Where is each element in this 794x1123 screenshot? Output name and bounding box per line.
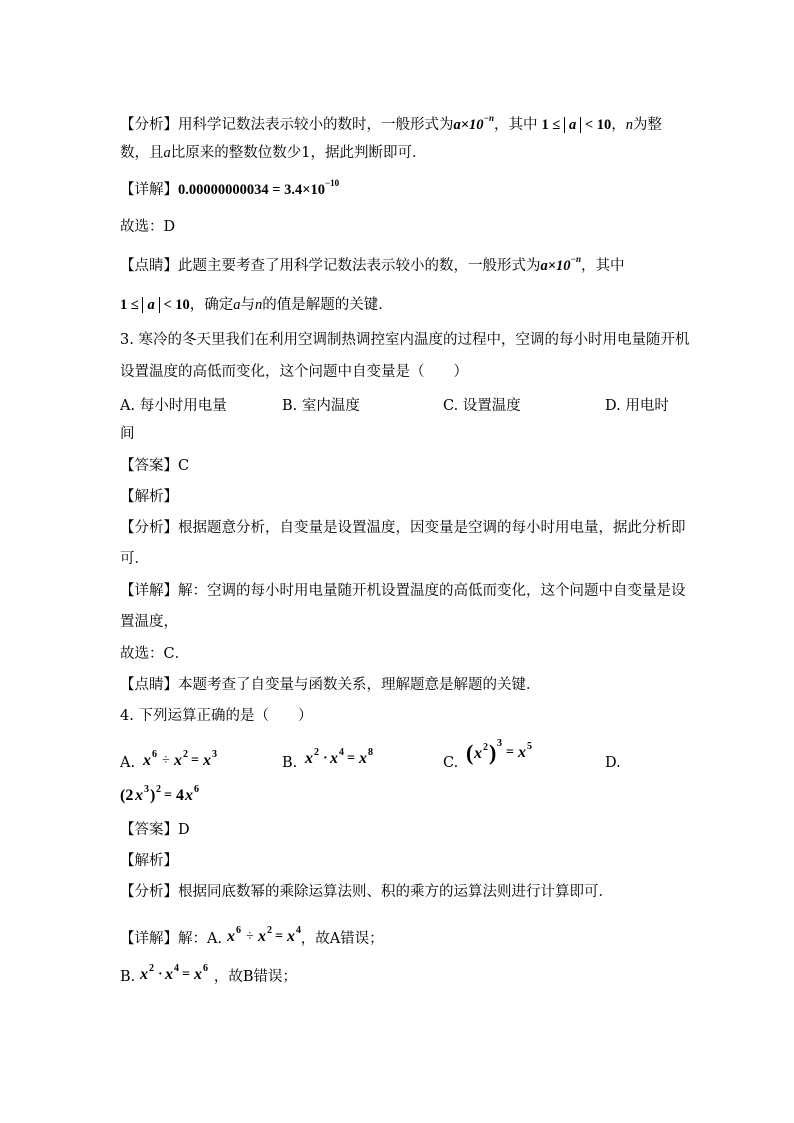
q3-option-a: A. 每小时用电量 [120, 398, 227, 414]
formula-a-svg [143, 748, 223, 770]
svg-text:2: 2 [156, 784, 161, 795]
svg-text:x: x [203, 752, 211, 769]
q4-option-c-label: C. [443, 755, 459, 771]
svg-text:6: 6 [194, 784, 199, 795]
sci-notation-formula-2 [540, 254, 581, 274]
q2-analysis-text-b: ，其中 [493, 117, 538, 133]
q3-analysis-head: 【解析】 [120, 489, 178, 505]
svg-text:8: 8 [368, 747, 373, 758]
svg-text:x: x [226, 928, 235, 945]
q4-detail-b-line [120, 963, 297, 987]
q4-detail-a-line [120, 925, 384, 949]
var-a: a [163, 145, 171, 161]
svg-text:2: 2 [266, 925, 272, 936]
svg-text:x: x [174, 752, 182, 769]
q2-analysis-comma: ， [611, 117, 626, 133]
q4-option-c-formula [466, 738, 546, 771]
detail-a-prefix: 【详解】解：A. [120, 931, 223, 947]
detail-expr: 0.00000000034 = 3.4×10 [178, 182, 326, 198]
svg-text:x: x [257, 928, 266, 945]
formula-d-svg [120, 782, 210, 806]
q2-choose: 故选：D [120, 219, 176, 235]
svg-text:x: x [193, 966, 202, 983]
q4-option-a-label: A. [120, 755, 136, 771]
q3-analysis-line-1: 【分析】根据题意分析，自变量是设置温度，因变量是空调的每小时用电量，据此分析即 [120, 520, 686, 536]
range-formula-2 [120, 297, 190, 313]
svg-text:·: · [323, 751, 328, 766]
q2-comment-line-2 [120, 295, 393, 315]
q3-analysis-line-2: 可． [120, 551, 149, 567]
q3-choose: 故选：C． [120, 646, 190, 662]
sci-exp-2: −n [570, 254, 581, 264]
svg-text:x: x [305, 750, 313, 767]
range-left-2: 1 ≤ [120, 297, 139, 313]
svg-text:x: x [143, 752, 151, 769]
svg-text:x: x [518, 744, 526, 761]
q3-detail-line-2: 置温度， [120, 614, 178, 630]
svg-text:x: x [474, 745, 482, 762]
svg-text:=: = [164, 788, 172, 803]
svg-text:÷: ÷ [245, 929, 254, 944]
detail-b-formula [140, 963, 214, 985]
q4-option-b-label: B. [282, 755, 298, 771]
detail-b-suffix: ，故B错误； [213, 969, 298, 985]
var-n-2: n [254, 297, 263, 313]
q2-analysis-text: 【分析】用科学记数法表示较小的数时，一般形式为 [120, 117, 454, 133]
svg-text:2: 2 [483, 742, 488, 753]
sci-exp: −n [483, 113, 494, 123]
q2-comment-line-1 [120, 256, 624, 276]
range-abs-2: a [142, 297, 159, 313]
svg-text:x: x [164, 966, 173, 983]
svg-text:(: ( [466, 740, 474, 765]
formula-c-svg [466, 738, 546, 766]
svg-text:=: = [506, 745, 514, 760]
formula-b-svg [305, 746, 385, 768]
svg-text:3: 3 [497, 738, 502, 749]
svg-text:x: x [135, 787, 143, 804]
range-right-2: < 10 [163, 297, 190, 313]
svg-text:2: 2 [148, 963, 154, 974]
svg-text:6: 6 [235, 925, 241, 936]
q4-option-d-formula [120, 782, 210, 811]
svg-text:4: 4 [173, 963, 179, 974]
q2-analysis-line-2 [120, 143, 426, 163]
q3-option-c: C. 设置温度 [443, 398, 521, 414]
svg-text:2: 2 [314, 747, 319, 758]
svg-text:=: = [347, 751, 355, 766]
svg-text:x: x [185, 787, 193, 804]
svg-text:5: 5 [527, 741, 532, 752]
comment-text-d: 与 [240, 297, 255, 313]
q4-option-d-label: D. [605, 755, 621, 771]
var-a-2: a [233, 297, 241, 313]
svg-text:): ) [489, 740, 497, 765]
sci-base-2: a×10 [540, 258, 571, 274]
q2-detail-line [120, 180, 339, 200]
svg-text:4: 4 [339, 747, 344, 758]
q4-option-b-formula [305, 746, 385, 773]
svg-text:6: 6 [202, 963, 208, 974]
q2-analysis-line2-text-b: 比原来的整数位数少1，据此判断即可． [170, 145, 427, 161]
q3-option-d: D. 用电时 [605, 398, 669, 414]
sci-notation-formula [453, 113, 494, 133]
comment-text-c: ，确定 [189, 297, 234, 313]
svg-text:4: 4 [295, 925, 301, 936]
detail-a-suffix: ，故A错误； [300, 931, 384, 947]
detail-a-formula [227, 925, 301, 947]
detail-exp: −10 [325, 178, 340, 188]
svg-text:÷: ÷ [162, 753, 170, 768]
range-formula [541, 117, 611, 133]
q2-analysis-line2-text: 数，且 [120, 145, 164, 161]
q3-stem-line-2: 设置温度的高低而变化，这个问题中自变量是（ ） [120, 364, 468, 380]
q3-option-wrap: 间 [120, 426, 135, 442]
comment-text: 【点睛】此题主要考查了用科学记数法表示较小的数，一般形式为 [120, 258, 541, 274]
range-abs: a [564, 117, 581, 133]
q3-comment: 【点睛】本题考查了自变量与函数关系，理解题意是解题的关键． [120, 677, 541, 693]
svg-text:x: x [330, 750, 338, 767]
q4-answer: 【答案】D [120, 822, 190, 838]
sci-base: a×10 [453, 117, 484, 133]
svg-text:3: 3 [212, 749, 217, 760]
svg-text:2: 2 [183, 749, 188, 760]
svg-text:=: = [191, 753, 199, 768]
detail-label: 【详解】 [120, 182, 178, 198]
q4-analysis-head: 【解析】 [120, 853, 178, 869]
range-left: 1 ≤ [541, 117, 561, 133]
var-n: n [625, 117, 633, 133]
svg-text:(2: (2 [120, 787, 134, 804]
svg-text:4: 4 [176, 787, 184, 804]
svg-text:): ) [150, 787, 156, 804]
svg-text:=: = [181, 967, 190, 982]
q3-answer: 【答案】C [120, 458, 190, 474]
comment-text-e: 的值是解题的关键． [262, 297, 393, 313]
q4-option-a-formula [143, 748, 223, 775]
q3-detail-line-1: 【详解】解：空调的每小时用电量随开机设置温度的高低而变化，这个问题中自变量是设 [120, 583, 686, 599]
svg-text:x: x [139, 966, 148, 983]
svg-text:6: 6 [152, 749, 157, 760]
svg-text:x: x [286, 928, 295, 945]
range-right: < 10 [584, 117, 612, 133]
q3-stem-line-1: 3. 寒冷的冬天里我们在利用空调制热调控室内温度的过程中，空调的每小时用电量随开机 [120, 332, 690, 348]
q4-stem: 4. 下列运算正确的是（ ） [120, 708, 313, 724]
q3-option-b: B. 室内温度 [282, 398, 360, 414]
detail-b-prefix: B. [120, 969, 136, 985]
comment-text-b: ，其中 [580, 258, 625, 274]
q2-analysis-text-d: 为整 [632, 117, 662, 133]
q4-analysis: 【分析】根据同底数幂的乘除运算法则、积的乘方的运算法则进行计算即可． [120, 884, 613, 900]
svg-text:·: · [157, 967, 163, 982]
svg-text:3: 3 [144, 784, 149, 795]
detail-formula [178, 178, 340, 198]
svg-text:=: = [274, 929, 283, 944]
q2-analysis-line-1 [120, 115, 662, 135]
svg-text:x: x [359, 750, 367, 767]
